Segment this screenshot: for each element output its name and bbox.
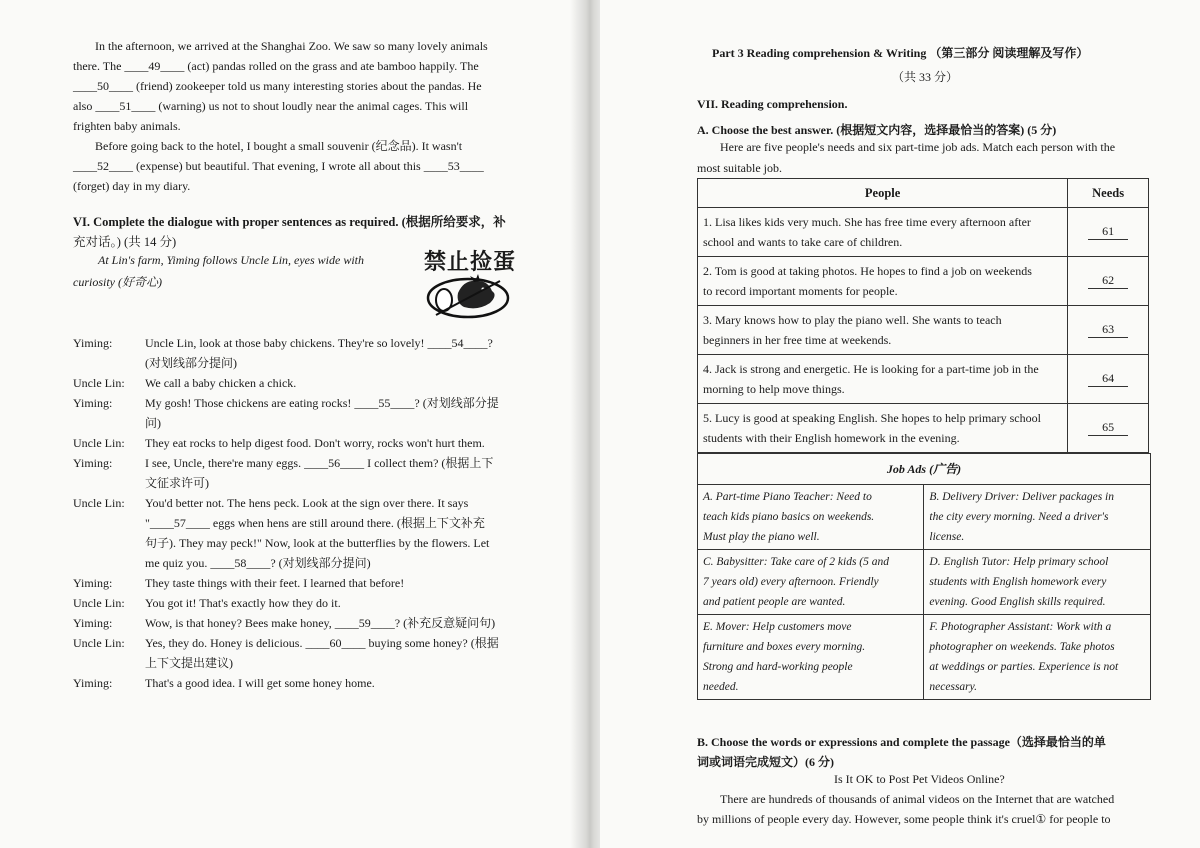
person-cell: 4. Jack is strong and energetic. He is looking for a part-time job in the morning to help move things. xyxy=(698,355,1068,404)
section-b-score: 词或词语完成短文）(6 分) xyxy=(697,755,834,769)
table-row xyxy=(698,550,1151,615)
people-table xyxy=(697,178,1149,453)
dialogue-line: Yes, they do. Honey is delicious. ____60____ buying some honey? (根据 xyxy=(145,636,499,650)
speaker: Yiming: xyxy=(73,396,113,410)
people-header: People xyxy=(698,179,1068,208)
section-vi-title: VI. Complete the dialogue with proper sentences as required. (根据所给要求，补 xyxy=(73,215,506,229)
table-row xyxy=(698,257,1149,306)
section-vii-title: VII. Reading comprehension. xyxy=(697,97,848,111)
zoo-passage xyxy=(73,36,533,196)
answer-blank-65[interactable]: 65 xyxy=(1068,404,1149,453)
job-ads-title: Job Ads (广告) xyxy=(698,454,1151,485)
egg-hen-icon xyxy=(418,245,516,321)
section-a-title: A. Choose the best answer. (根据短文内容，选择最恰当的答案) (5 分) xyxy=(697,123,1057,137)
answer-blank-64[interactable]: 64 xyxy=(1068,355,1149,404)
job-ad-c: C. Babysitter: Take care of 2 kids (5 and 7 years old) every afternoon. Friendly and patient people are wanted. xyxy=(698,550,924,615)
passage-line: ____52____ (expense) but beautiful. That evening, I wrote all about this ____53____ xyxy=(73,159,484,173)
left-page xyxy=(0,0,585,848)
job-ad-f: F. Photographer Assistant: Work with a photographer on weekends. Take photos at weddings or parties. Experience is not necessary. xyxy=(924,615,1151,700)
table-row xyxy=(698,355,1149,404)
speaker: Uncle Lin: xyxy=(73,596,125,610)
answer-blank-61[interactable]: 61 xyxy=(1068,208,1149,257)
table-row xyxy=(698,485,1151,550)
table-row xyxy=(698,615,1151,700)
table-row xyxy=(698,208,1149,257)
passage-line: (forget) day in my diary. xyxy=(73,179,191,193)
passage-line: also ____51____ (warning) us not to shout loudly near the animal cages. This will xyxy=(73,99,469,113)
job-ad-d: D. English Tutor: Help primary school students with English homework every evening. Good English skills required. xyxy=(924,550,1151,615)
table-row xyxy=(698,404,1149,453)
dialogue-line: 上下文提出建议) xyxy=(145,656,233,670)
dialogue-line: You'd better not. The hens peck. Look at the sign over there. It says xyxy=(145,496,469,510)
dialogue-line: "____57____ eggs when hens are still around there. (根据上下文补充 xyxy=(145,516,485,530)
section-a-intro-2: most suitable job. xyxy=(697,161,782,175)
dialogue-line: Wow, is that honey? Bees make honey, ____59____? (补充反意疑问句) xyxy=(145,616,496,630)
scene-line-1: At Lin's farm, Yiming follows Uncle Lin, eyes wide with xyxy=(98,253,365,267)
dialogue-line: You got it! That's exactly how they do it. xyxy=(145,596,341,610)
speaker: Yiming: xyxy=(73,336,113,350)
answer-blank-63[interactable]: 63 xyxy=(1068,306,1149,355)
dialogue-line: 文征求许可) xyxy=(145,476,209,490)
person-cell: 1. Lisa likes kids very much. She has free time every afternoon after school and wants to take care of children. xyxy=(698,208,1068,257)
person-cell: 2. Tom is good at taking photos. He hopes to find a job on weekends to record important moments for people. xyxy=(698,257,1068,306)
passage-line: frighten baby animals. xyxy=(73,119,181,133)
part3-title: Part 3 Reading comprehension & Writing （第三部分 阅读理解及写作） xyxy=(712,46,1089,60)
scene-line-2: curiosity (好奇心) xyxy=(73,275,162,289)
job-ads-table xyxy=(697,453,1151,700)
no-egg-picking-sign xyxy=(418,245,516,321)
section-b-title: B. Choose the words or expressions and complete the passage（选择最恰当的单 xyxy=(697,735,1106,749)
speaker: Yiming: xyxy=(73,456,113,470)
job-ad-b: B. Delivery Driver: Deliver packages in the city every morning. Need a driver's license. xyxy=(924,485,1151,550)
speaker: Yiming: xyxy=(73,576,113,590)
dialogue-line: They eat rocks to help digest food. Don't worry, rocks won't hurt them. xyxy=(145,436,485,450)
passage-line: Before going back to the hotel, I bought a small souvenir (纪念品). It wasn't xyxy=(95,139,463,153)
passage-line: there. The ____49____ (act) pandas rolled on the grass and ate bamboo happily. The xyxy=(73,59,479,73)
table-row xyxy=(698,306,1149,355)
speaker: Uncle Lin: xyxy=(73,436,125,450)
passage-b-title: Is It OK to Post Pet Videos Online? xyxy=(834,772,1005,786)
needs-header: Needs xyxy=(1068,179,1149,208)
passage-b-line: There are hundreds of thousands of animal videos on the Internet that are watched xyxy=(720,792,1115,806)
speaker: Uncle Lin: xyxy=(73,376,125,390)
dialogue-line: me quiz you. ____58____? (对划线部分提问) xyxy=(145,556,371,570)
job-ad-e: E. Mover: Help customers move furniture and boxes every morning. Strong and hard-working people needed. xyxy=(698,615,924,700)
job-ad-a: A. Part-time Piano Teacher: Need to teach kids piano basics on weekends. Must play the piano well. xyxy=(698,485,924,550)
part3-score: （共 33 分） xyxy=(892,70,959,84)
dialogue-line: 句子). They may peck!" Now, look at the butterflies by the flowers. Let xyxy=(145,536,490,550)
answer-blank-62[interactable]: 62 xyxy=(1068,257,1149,306)
speaker: Yiming: xyxy=(73,676,113,690)
section-a-intro: Here are five people's needs and six part-time job ads. Match each person with the xyxy=(720,140,1116,154)
passage-line: In the afternoon, we arrived at the Shanghai Zoo. We saw so many lovely animals xyxy=(95,39,488,53)
dialogue-line: Uncle Lin, look at those baby chickens. They're so lovely! ____54____? xyxy=(145,336,493,350)
dialogue-line: We call a baby chicken a chick. xyxy=(145,376,297,390)
dialogue-line: My gosh! Those chickens are eating rocks! ____55____? (对划线部分提 xyxy=(145,396,499,410)
passage-b-line: by millions of people every day. However, some people think it's cruel① for people to xyxy=(697,812,1111,826)
dialogue-line: I see, Uncle, there're many eggs. ____56____ I collect them? (根据上下 xyxy=(145,456,494,470)
speaker: Yiming: xyxy=(73,616,113,630)
dialogue-line: That's a good idea. I will get some honey home. xyxy=(145,676,375,690)
sign-text: 禁止捡蛋 xyxy=(424,250,517,275)
dialogue-line: They taste things with their feet. I learned that before! xyxy=(145,576,405,590)
dialogue-line: (对划线部分提问) xyxy=(145,356,237,370)
dialogue-line: 问) xyxy=(145,416,161,430)
speaker: Uncle Lin: xyxy=(73,636,125,650)
person-cell: 5. Lucy is good at speaking English. She hopes to help primary school students with their English homework in the evening. xyxy=(698,404,1068,453)
person-cell: 3. Mary knows how to play the piano well. She wants to teach beginners in her free time at weekends. xyxy=(698,306,1068,355)
speaker: Uncle Lin: xyxy=(73,496,125,510)
section-vi-score: 充对话。) (共 14 分) xyxy=(73,235,177,249)
passage-line: ____50____ (friend) zookeeper told us many interesting stories about the pandas. He xyxy=(73,79,482,93)
